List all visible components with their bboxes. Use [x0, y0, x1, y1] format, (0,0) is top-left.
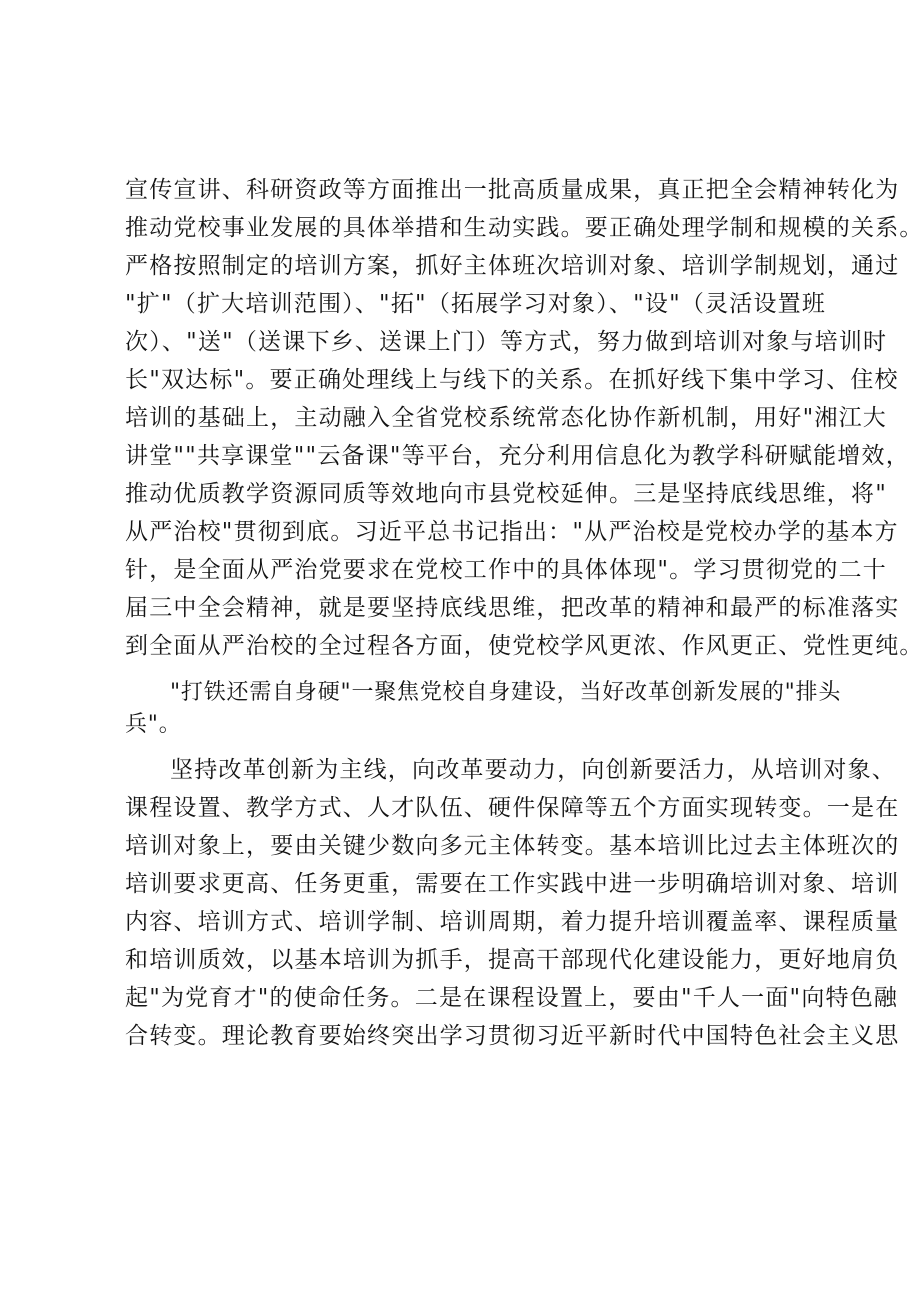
text-line: 和培训质效，以基本培训为抓手，提高干部现代化建设能力，更好地肩负	[125, 947, 900, 973]
text-line: "扩"（扩大培训范围）、"拓"（拓展学习对象）、"设"（灵活设置班	[125, 291, 827, 317]
text-line: 培训对象上，要由关键少数向多元主体转变。基本培训比过去主体班次的	[125, 833, 900, 859]
text-line: 严格按照制定的培训方案，抓好主体班次培训对象、培训学制规划，通过	[125, 253, 900, 279]
text-line: 内容、培训方式、培训学制、培训周期，着力提升培训覆盖率、课程质量	[125, 909, 900, 935]
heading-line: 兵"。	[125, 712, 182, 737]
heading-line: "打铁还需自身硬"一聚焦党校自身建设，当好改革创新发展的"排头	[170, 680, 842, 705]
text-line: 届三中全会精神，就是要坚持底线思维，把改革的精神和最严的标准落实	[125, 595, 900, 621]
text-line: 到全面从严治校的全过程各方面，使党校学风更浓、作风更正、党性更纯。	[125, 633, 924, 659]
text-line: 讲堂""共享课堂""云备课"等平台，充分利用信息化为教学科研赋能增效，	[125, 443, 910, 469]
text-line: 坚持改革创新为主线，向改革要动力，向创新要活力，从培训对象、	[170, 757, 896, 783]
text-line: 课程设置、教学方式、人才队伍、硬件保障等五个方面实现转变。一是在	[125, 795, 900, 821]
text-line: 宣传宣讲、科研资政等方面推出一批高质量成果，真正把全会精神转化为	[125, 177, 900, 203]
text-line: 培训要求更高、任务更重，需要在工作实践中进一步明确培训对象、培训	[125, 871, 900, 897]
text-line: 培训的基础上，主动融入全省党校系统常态化协作新机制，用好"湘江大	[125, 405, 887, 431]
text-line: 推动党校事业发展的具体举措和生动实践。要正确处理学制和规模的关系。	[125, 215, 924, 241]
text-line: 长"双达标"。要正确处理线上与线下的关系。在抓好线下集中学习、住校	[125, 367, 899, 393]
text-line: 针，是全面从严治党要求在党校工作中的具体体现"。学习贯彻党的二十	[125, 557, 887, 583]
text-line: 推动优质教学资源同质等效地向市县党校延伸。三是坚持底线思维，将"	[125, 481, 887, 507]
text-line: 起"为党育才"的使命任务。二是在课程设置上，要由"千人一面"向特色融	[125, 985, 899, 1011]
text-line: 次）、"送"（送课下乡、送课上门）等方式，努力做到培训对象与培训时	[125, 329, 888, 355]
text-line: 合转变。理论教育要始终突出学习贯彻习近平新时代中国特色社会主义思	[125, 1023, 900, 1049]
text-line: 从严治校"贯彻到底。习近平总书记指出："从严治校是党校办学的基本方	[125, 519, 899, 545]
